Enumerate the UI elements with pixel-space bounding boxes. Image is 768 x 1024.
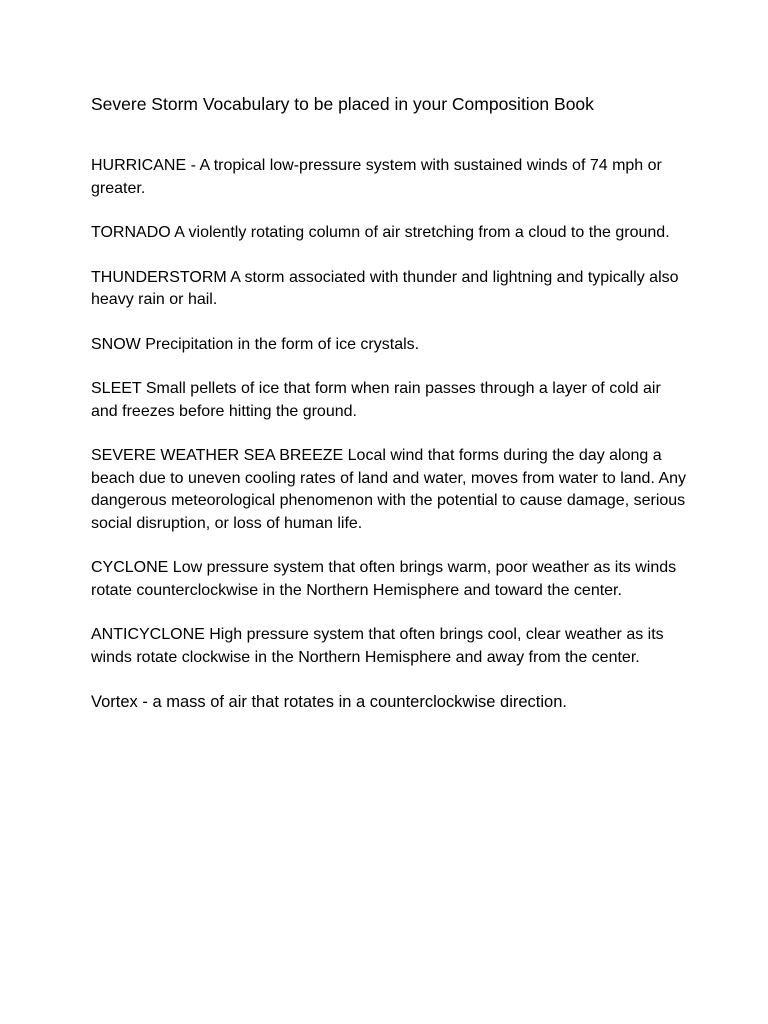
vocabulary-list — [91, 155, 691, 736]
vocab-entry-hurricane: HURRICANE - A tropical low-pressure system with sustained winds of 74 mph or greater. — [91, 157, 662, 197]
vocab-entry-cyclone: CYCLONE Low pressure system that often brings warm, poor weather as its winds rotate counterclockwise in the Northern Hemisphere and toward the center. — [91, 559, 677, 599]
vocab-entry-sleet: SLEET Small pellets of ice that form when rain passes through a layer of cold air and freezes before hitting the ground. — [91, 380, 661, 420]
vocab-entry-thunderstorm: THUNDERSTORM A storm associated with thunder and lightning and typically also heavy rain or hail. — [91, 268, 679, 308]
vocab-entry-anticyclone: ANTICYCLONE High pressure system that often brings cool, clear weather as its winds rotate clockwise in the Northern Hemisphere and away from the center. — [91, 626, 664, 666]
vocab-entry-vortex: Vortex - a mass of air that rotates in a counterclockwise direction. — [91, 693, 567, 711]
vocab-entry-severe-weather-sea-breeze: SEVERE WEATHER SEA BREEZE Local wind that forms during the day along a beach due to uneven cooling rates of land and water, moves from water to land. Any dangerous meteorological phenomenon with the potential to cause damage, serious social disruption, or loss of human life. — [91, 447, 687, 532]
vocab-entry-tornado: TORNADO A violently rotating column of air stretching from a cloud to the ground. — [91, 224, 670, 241]
page-title: Severe Storm Vocabulary to be placed in your Composition Book — [91, 94, 594, 114]
vocab-entry-snow: SNOW Precipitation in the form of ice crystals. — [91, 335, 420, 353]
